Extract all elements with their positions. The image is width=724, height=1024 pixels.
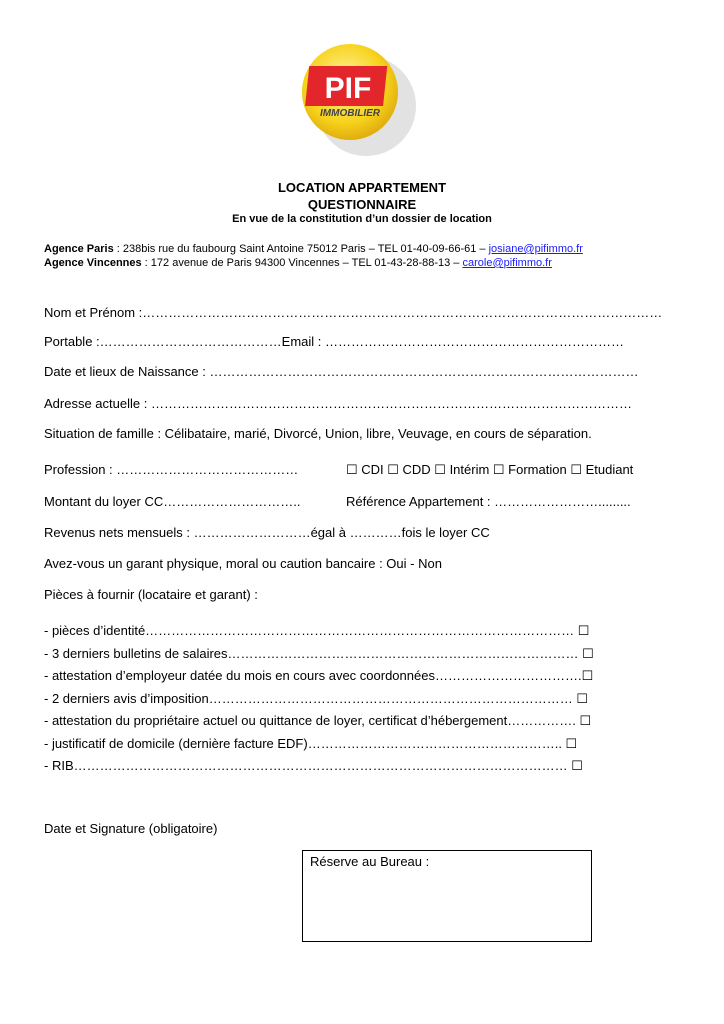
reserve-label: Réserve au Bureau : bbox=[310, 854, 430, 869]
agency-email-link[interactable]: carole@pifimmo.fr bbox=[462, 257, 552, 269]
doc-item-proprietaire[interactable]: - attestation du propriétaire actuel ou quittance de loyer, certificat d’hébergement……………. ☐ bbox=[44, 713, 592, 728]
reference-field[interactable]: Référence Appartement : ……………………......... bbox=[346, 494, 631, 509]
loyer-field[interactable]: Montant du loyer CC………………………….. bbox=[44, 494, 301, 509]
agency-vincennes bbox=[44, 257, 552, 269]
doc-item-domicile[interactable]: - justificatif de domicile (dernière facture EDF)………………………………………………….. ☐ bbox=[44, 736, 578, 751]
portable-email-field[interactable]: Portable :……………………………………Email : …………………………………………………………… bbox=[44, 334, 624, 349]
doc-item-rib[interactable]: - RIB…………………………………………………………………………………………………… ☐ bbox=[44, 758, 583, 773]
agency-name: Agence Vincennes bbox=[44, 257, 142, 269]
signature-label: Date et Signature (obligatoire) bbox=[44, 821, 218, 836]
page-subtitle: QUESTIONNAIRE bbox=[307, 197, 417, 212]
nom-field[interactable]: Nom et Prénom :………………………………………………………………………………………………………… bbox=[44, 305, 663, 320]
agency-address: : 238bis rue du faubourg Saint Antoine 75012 Paris – TEL 01-40-09-66-61 – bbox=[113, 243, 489, 255]
profession-field[interactable]: Profession : …………………………………… bbox=[44, 462, 299, 477]
situation-field[interactable]: Situation de famille : Célibataire, marié, Divorcé, Union, libre, Veuvage, en cours de séparation. bbox=[44, 426, 592, 441]
reserve-box bbox=[302, 850, 592, 942]
doc-item-identite[interactable]: - pièces d’identité……………………………………………………………………………………… ☐ bbox=[44, 623, 590, 638]
profession-options[interactable]: ☐ CDI ☐ CDD ☐ Intérim ☐ Formation ☐ Etudiant bbox=[346, 462, 634, 477]
agency-paris bbox=[44, 243, 583, 255]
doc-item-salaires[interactable]: - 3 derniers bulletins de salaires……………………………………………………………………… ☐ bbox=[44, 646, 594, 661]
logo-brand-text: PIF bbox=[324, 72, 372, 105]
logo-sub-text: IMMOBILIER bbox=[320, 108, 380, 119]
pieces-title: Pièces à fournir (locataire et garant) : bbox=[44, 587, 258, 602]
revenus-field[interactable]: Revenus nets mensuels : ………………………égal à …………fois le loyer CC bbox=[44, 525, 490, 540]
garant-field[interactable]: Avez-vous un garant physique, moral ou caution bancaire : Oui - Non bbox=[44, 556, 442, 571]
pif-immobilier-logo bbox=[298, 40, 420, 162]
naissance-field[interactable]: Date et lieux de Naissance : ……………………………………………………………………………………… bbox=[44, 364, 639, 379]
agency-email-link[interactable]: josiane@pifimmo.fr bbox=[488, 243, 583, 255]
agency-name: Agence Paris bbox=[44, 243, 114, 255]
tagline: En vue de la constitution d’un dossier de location bbox=[232, 213, 492, 225]
doc-item-attestation-employeur[interactable]: - attestation d’employeur datée du mois en cours avec coordonnées…………………………….☐ bbox=[44, 668, 594, 683]
doc-item-imposition[interactable]: - 2 derniers avis d’imposition………………………………………………………………………… ☐ bbox=[44, 691, 589, 706]
page-title: LOCATION APPARTEMENT bbox=[277, 180, 447, 195]
agency-address: : 172 avenue de Paris 94300 Vincennes – TEL 01-43-28-88-13 – bbox=[141, 257, 463, 269]
adresse-field[interactable]: Adresse actuelle : ………………………………………………………………………………………………… bbox=[44, 396, 632, 411]
